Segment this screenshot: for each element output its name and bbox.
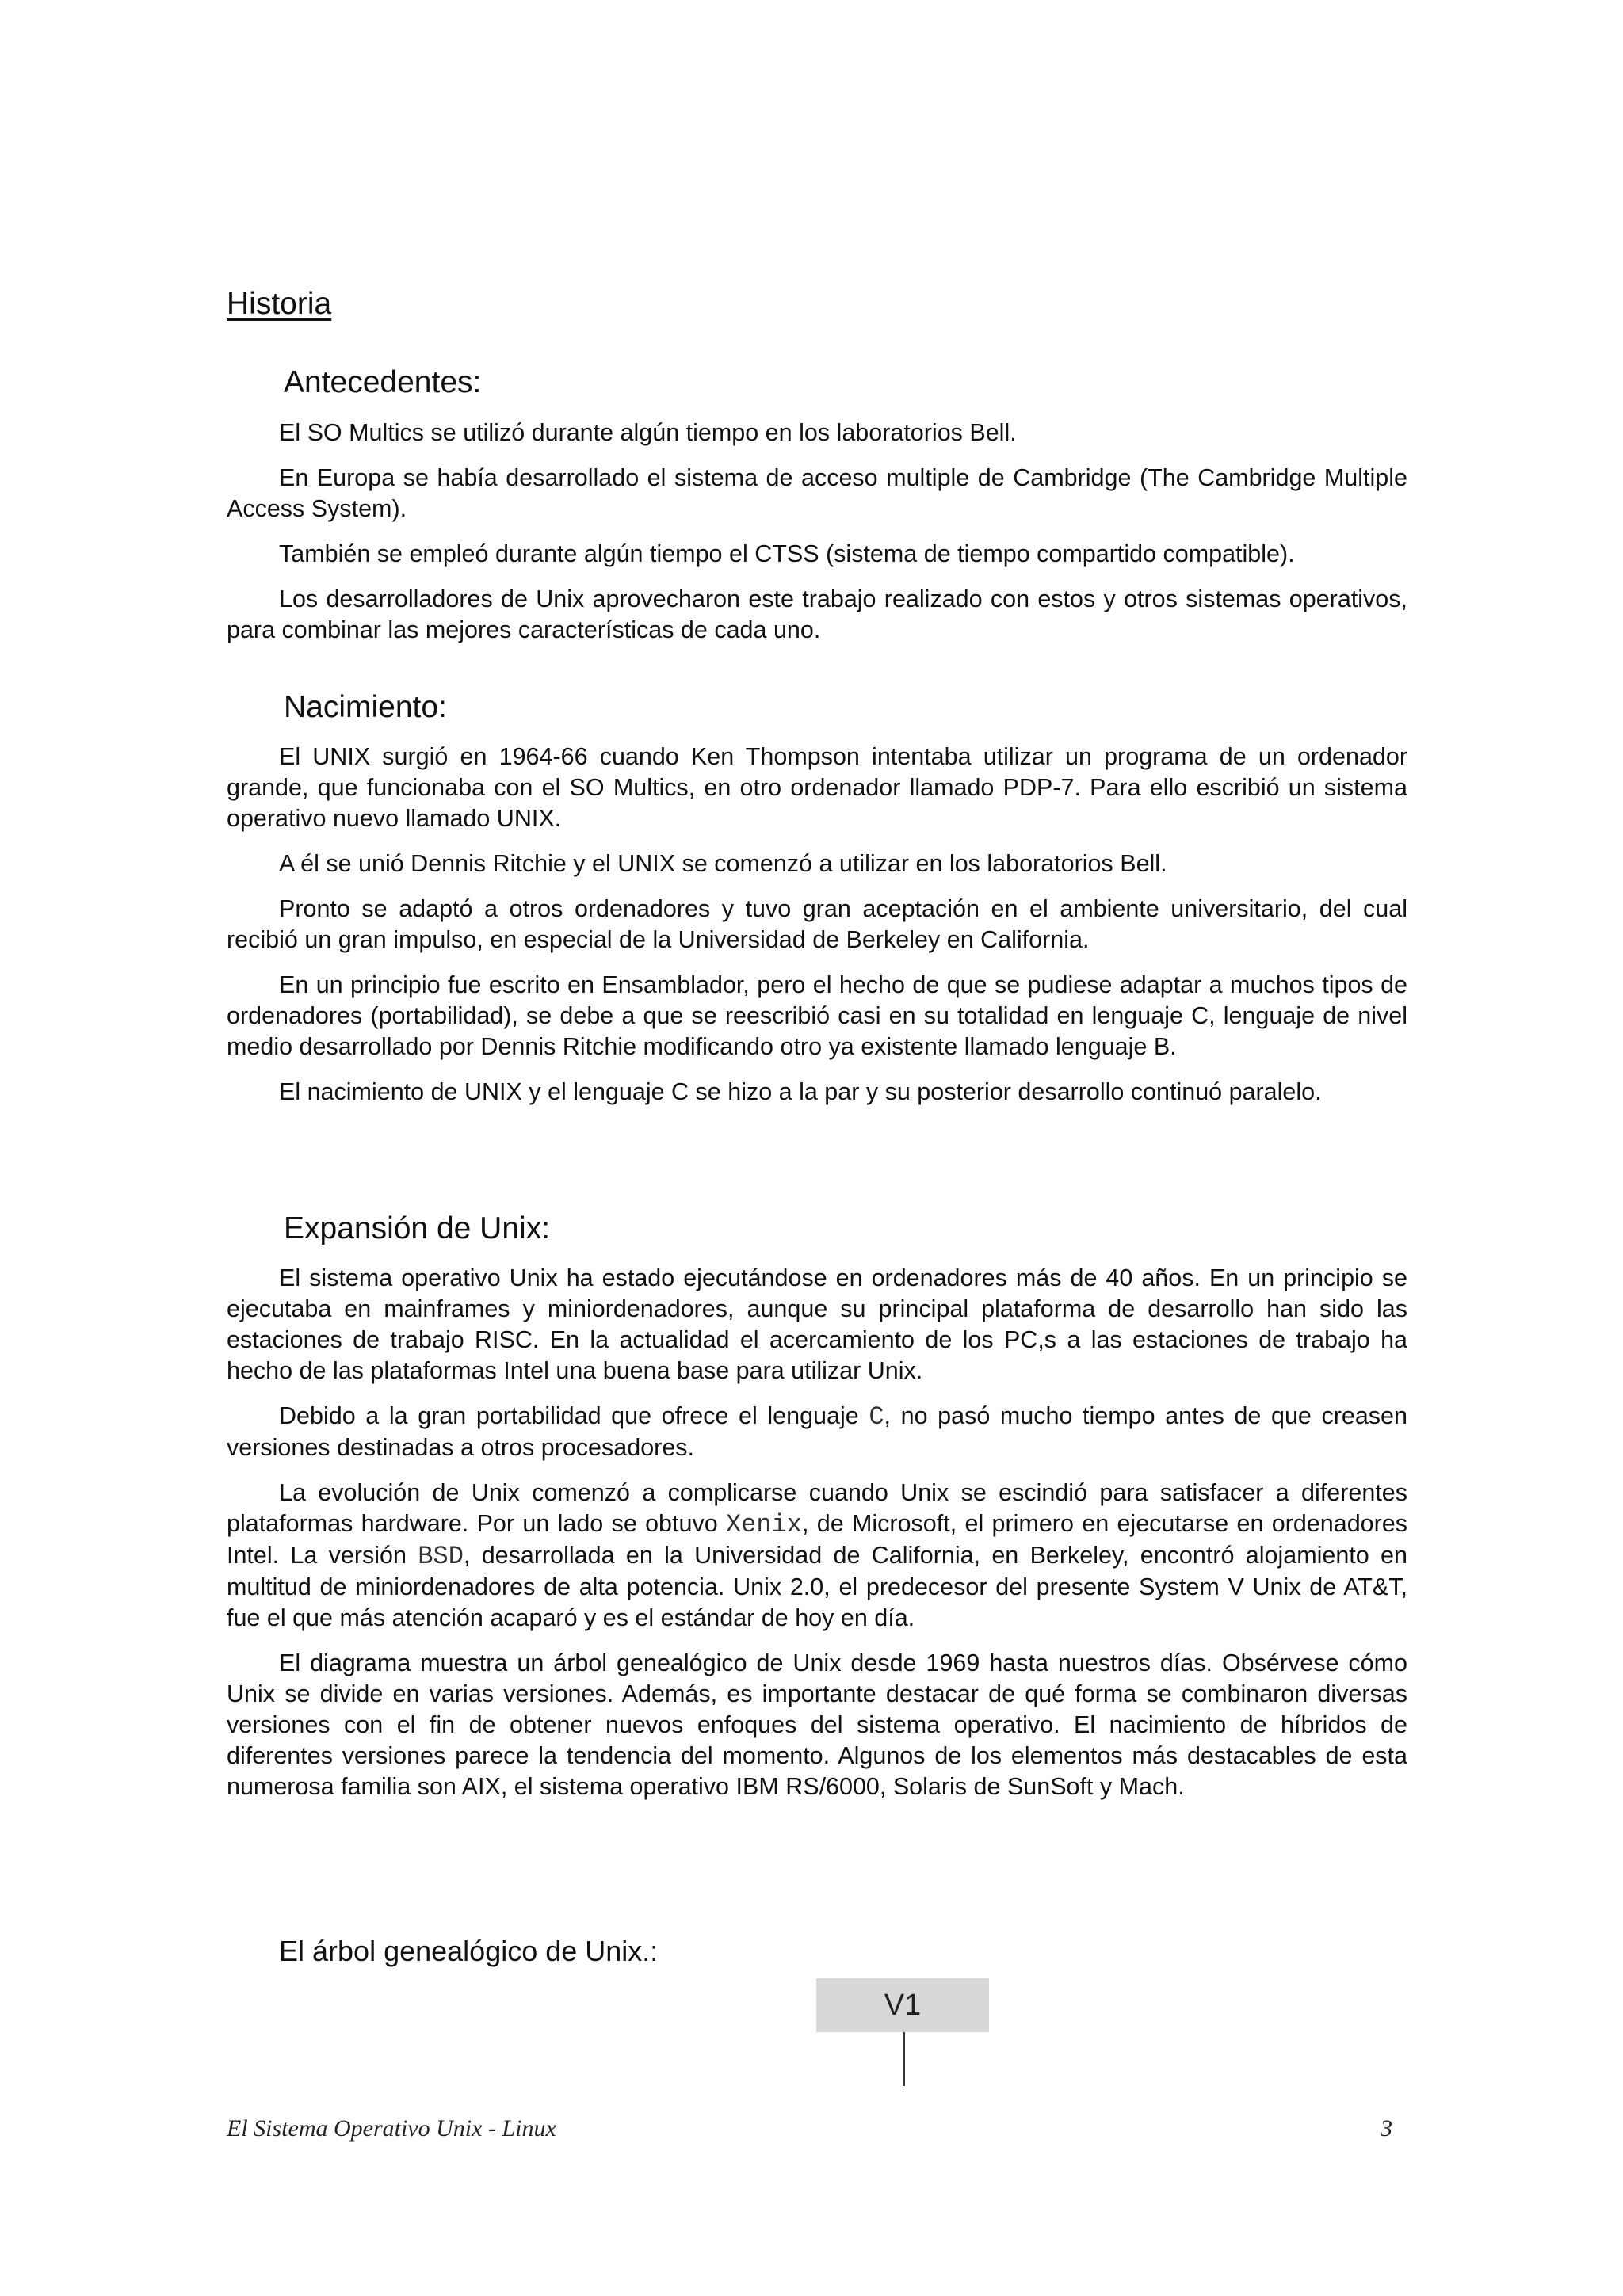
paragraph — [227, 1478, 1407, 1634]
text-run: , de Microsoft, el primero en ejecutarse en ordenadores Intel. La versión — [227, 1510, 1407, 1569]
tree-node-v1: V1 — [816, 1978, 989, 2032]
text-run: Debido a la gran portabilidad que ofrece el lenguaje — [279, 1402, 869, 1429]
code-term: BSD — [418, 1542, 464, 1571]
section-heading-nacimiento: Nacimiento: — [284, 690, 447, 724]
paragraph: El UNIX surgió en 1964-66 cuando Ken Thompson intentaba utilizar un programa de un ordenador grande, que funcionaba con el SO Multics, en otro ordenador llamado PDP-7. Para ello escribió un sistema operativo nuevo llamado UNIX. — [227, 743, 1407, 832]
paragraph: El nacimiento de UNIX y el lenguaje C se hizo a la par y su posterior desarrollo continuó paralelo. — [279, 1078, 1322, 1105]
tree-heading: El árbol genealógico de Unix.: — [279, 1935, 659, 1967]
paragraph: Los desarrolladores de Unix aprovecharon este trabajo realizado con estos y otros sistemas operativos, para combinar las mejores características de cada uno. — [227, 585, 1407, 643]
section-body-nacimiento — [227, 742, 1407, 1108]
paragraph: En un principio fue escrito en Ensamblador, pero el hecho de que se pudiese adaptar a muchos tipos de ordenadores (portabilidad), se debe a que se reescribió casi en su totalidad en lenguaje C, lenguaje de nivel medio desarrollado por Dennis Ritchie modificando otro ya existente llamado lenguaje B. — [227, 971, 1407, 1060]
section-heading-antecedentes: Antecedentes: — [284, 365, 482, 399]
code-term: Xenix — [725, 1510, 802, 1539]
tree-connector-line — [903, 2032, 905, 2086]
page-title: Historia — [227, 287, 332, 321]
section-body-antecedentes — [227, 418, 1407, 646]
text-run: , no pasó mucho tiempo antes de que creasen versiones destinadas a otros procesadores. — [227, 1402, 1407, 1461]
paragraph: El sistema operativo Unix ha estado ejecutándose en ordenadores más de 40 años. En un principio se ejecutaba en mainframes y miniordenadores, aunque su principal plataforma de desarrollo han sido las estaciones de trabajo RISC. En la actualidad el acercamiento de los PC,s a las estaciones de trabajo ha hecho de las plataformas Intel una buena base para utilizar Unix. — [227, 1264, 1407, 1384]
paragraph: También se empleó durante algún tiempo el CTSS (sistema de tiempo compartido compatible). — [279, 540, 1295, 567]
footer-title: El Sistema Operativo Unix - Linux — [227, 2115, 556, 2142]
code-term: C — [869, 1402, 884, 1432]
text-run: La evolución de Unix comenzó a complicarse cuando Unix se escindió para satisfacer a diferentes plataformas hardware. Por un lado se obtuvo — [227, 1479, 1407, 1537]
paragraph: El SO Multics se utilizó durante algún tiempo en los laboratorios Bell. — [279, 419, 1017, 446]
section-heading-expansion: Expansión de Unix: — [284, 1211, 551, 1245]
page-number: 3 — [1381, 2115, 1392, 2142]
paragraph: Pronto se adaptó a otros ordenadores y tuvo gran aceptación en el ambiente universitario, del cual recibió un gran impulso, en especial de la Universidad de Berkeley en California. — [227, 895, 1407, 953]
text-run: , desarrollada en la Universidad de California, en Berkeley, encontró alojamiento en multitud de miniordenadores de alta potencia. Unix 2.0, el predecesor del presente System V Unix de AT&T, fue el que más atención acaparó y es el estándar de hoy en día. — [227, 1542, 1407, 1631]
paragraph: En Europa se había desarrollado el sistema de acceso multiple de Cambridge (The Cambridge Multiple Access System). — [227, 464, 1407, 522]
paragraph — [227, 1401, 1407, 1463]
section-body-expansion — [227, 1263, 1407, 1802]
paragraph: A él se unió Dennis Ritchie y el UNIX se comenzó a utilizar en los laboratorios Bell. — [279, 850, 1167, 877]
paragraph: El diagrama muestra un árbol genealógico de Unix desde 1969 hasta nuestros días. Obsérvese cómo Unix se divide en varias versiones. Además, es importante destacar de qué forma se combinaron diversas versiones con el fin de obtener nuevos enfoques del sistema operativo. El nacimiento de híbridos de diferentes versiones parece la tendencia del momento. Algunos de los elementos más destacables de esta numerosa familia son AIX, el sistema operativo IBM RS/6000, Solaris de SunSoft y Mach. — [227, 1650, 1407, 1800]
